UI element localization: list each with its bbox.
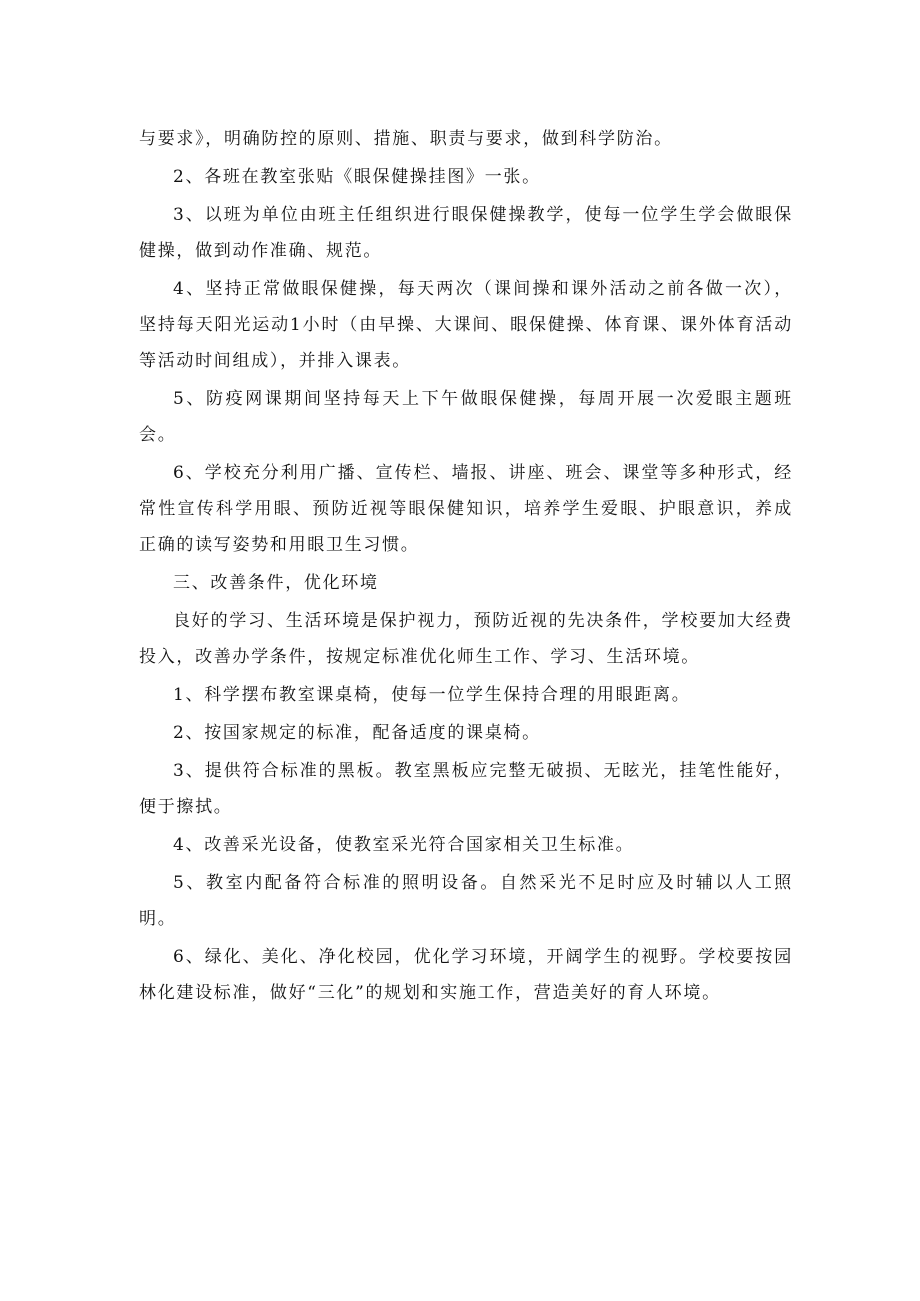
- paragraph-item-6-publicity: 6、学校充分利用广播、宣传栏、墙报、讲座、班会、课堂等多种形式，经常性宣传科学用眼、预防近视等眼保健知识，培养学生爱眼、护眼意识，养成正确的读写姿势和用眼卫生习惯。: [139, 463, 793, 555]
- paragraph-item-5-illumination: 5、教室内配备符合标准的照明设备。自然采光不足时应及时辅以人工照明。: [139, 873, 793, 929]
- paragraph-item-6-campus: 6、绿化、美化、净化校园，优化学习环境，开阔学生的视野。学校要按园林化建设标准，做好“三化”的规划和实施工作，营造美好的育人环境。: [139, 947, 793, 1003]
- paragraph-item-2-chairs: 2、按国家规定的标准，配备适度的课桌椅。: [173, 723, 541, 743]
- paragraph-item-3-teaching: 3、以班为单位由班主任组织进行眼保健操教学，使每一位学生学会做眼保健操，做到动作准确、规范。: [139, 205, 793, 261]
- paragraph-section-intro: 良好的学习、生活环境是保护视力，预防近视的先决条件，学校要加大经费投入，改善办学条件，按规定标准优化师生工作、学习、生活环境。: [139, 611, 793, 667]
- paragraph-continuation: 与要求》，明确防控的原则、措施、职责与要求，做到科学防治。: [139, 129, 673, 149]
- paragraph-item-3-blackboard: 3、提供符合标准的黑板。教室黑板应完整无破损、无眩光，挂笔性能好，便于擦拭。: [139, 761, 793, 817]
- paragraph-item-1-desks: 1、科学摆布教室课桌椅，使每一位学生保持合理的用眼距离。: [173, 685, 691, 705]
- section-heading-improve-conditions: 三、改善条件，优化环境: [173, 573, 379, 593]
- paragraph-item-2-poster: 2、各班在教室张贴《眼保健操挂图》一张。: [173, 167, 541, 187]
- paragraph-item-5-online-classes: 5、防疫网课期间坚持每天上下午做眼保健操，每周开展一次爱眼主题班会。: [139, 389, 793, 445]
- document-body: [139, 121, 793, 1013]
- paragraph-item-4-lighting: 4、改善采光设备，使教室采光符合国家相关卫生标准。: [173, 835, 635, 855]
- paragraph-item-4-exercise: 4、坚持正常做眼保健操，每天两次（课间操和课外活动之前各做一次），坚持每天阳光运动1小时（由早操、大课间、眼保健操、体育课、课外体育活动等活动时间组成），并排入课表。: [139, 279, 793, 371]
